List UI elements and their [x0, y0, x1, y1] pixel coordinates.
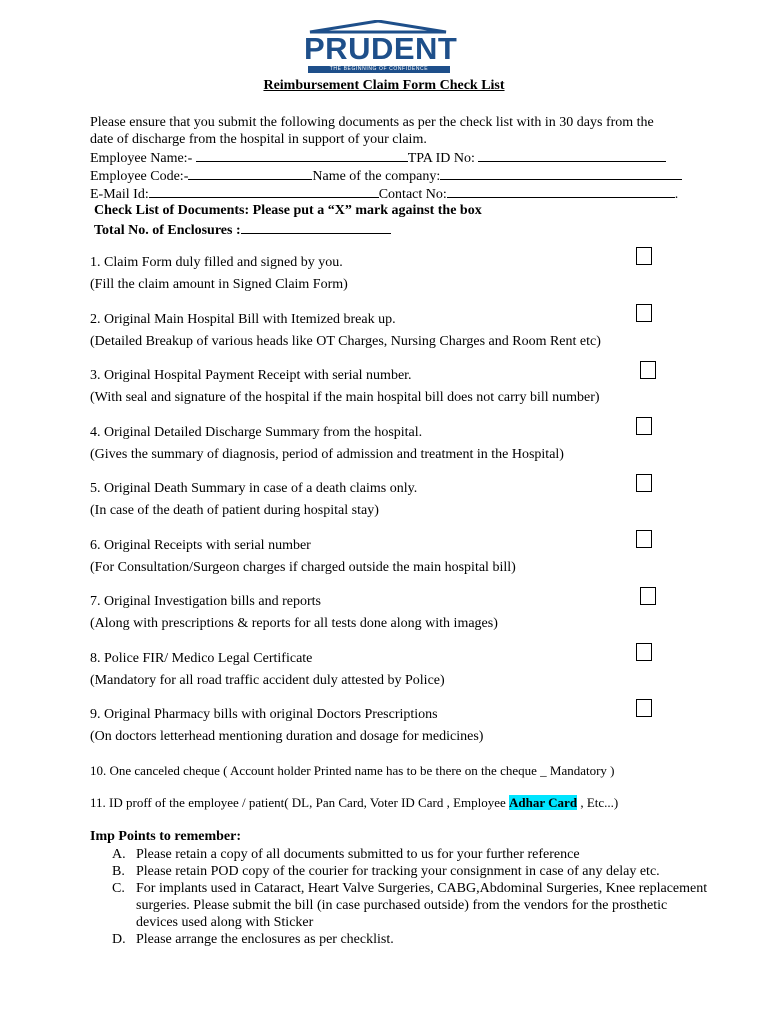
list-item	[112, 880, 712, 931]
imp-points-heading: Imp Points to remember:	[90, 829, 241, 844]
item-main-text: 4. Original Detailed Discharge Summary from the hospital.	[90, 425, 423, 440]
checkbox-item-9[interactable]	[636, 699, 652, 717]
item-sub-text: (In case of the death of patient during hospital stay)	[90, 503, 379, 518]
page-title: Reimbursement Claim Form Check List	[263, 78, 505, 93]
item-sub-text: (Gives the summary of diagnosis, period of admission and treatment in the Hospital)	[90, 447, 564, 462]
checkbox-item-2[interactable]	[636, 304, 652, 322]
item-main-text: 9. Original Pharmacy bills with original Doctors Prescriptions	[90, 707, 438, 722]
checkbox-item-3[interactable]	[640, 361, 656, 379]
point-text: For implants used in Cataract, Heart Valve Surgeries, CABG,Abdominal Surgeries, Knee replacement surgeries. Please submit the bill (in case purchased outside) from the vendors for the prosthetic devices used along with Sticker	[136, 881, 708, 930]
field-row-2	[90, 167, 682, 185]
employee-code-field[interactable]	[188, 167, 312, 180]
prudent-logo	[304, 20, 458, 72]
email-field[interactable]	[149, 185, 379, 198]
intro-line-1: Please ensure that you submit the following documents as per the check list with in 30 days from the	[90, 115, 654, 130]
checklist-heading: Check List of Documents: Please put a “X” mark against the box	[94, 203, 482, 218]
point-letter: C.	[112, 881, 125, 896]
field-row-3	[90, 185, 678, 203]
total-enclosures-field[interactable]	[241, 221, 391, 234]
checkbox-item-7[interactable]	[640, 587, 656, 605]
company-label: Name of the company:	[312, 169, 441, 184]
item-sub-text: (On doctors letterhead mentioning duration and dosage for medicines)	[90, 729, 484, 744]
item-main-text: 6. Original Receipts with serial number	[90, 538, 311, 553]
tpa-id-field[interactable]	[478, 149, 666, 162]
checklist-item-8	[90, 648, 445, 692]
point-text: Please retain POD copy of the courier for tracking your consignment in case of any delay etc.	[136, 864, 660, 879]
email-label: E-Mail Id:	[90, 187, 149, 202]
checklist-item-10: 10. One canceled cheque ( Account holder Printed name has to be there on the cheque _ Mandatory )	[90, 763, 615, 778]
company-field[interactable]	[440, 167, 682, 180]
item-main-text: 3. Original Hospital Payment Receipt with serial number.	[90, 368, 412, 383]
list-item	[112, 863, 712, 880]
checkbox-item-6[interactable]	[636, 530, 652, 548]
employee-code-label: Employee Code:-	[90, 169, 189, 184]
item11-text-before: 11. ID proff of the employee / patient( DL, Pan Card, Voter ID Card , Employee	[90, 795, 510, 810]
item-main-text: 8. Police FIR/ Medico Legal Certificate	[90, 651, 313, 666]
point-letter: D.	[112, 932, 126, 947]
checklist-item-6	[90, 535, 516, 579]
contact-end: .	[674, 187, 679, 202]
total-enclosures-label: Total No. of Enclosures :	[94, 223, 241, 238]
employee-name-label: Employee Name:-	[90, 151, 193, 166]
checklist-item-9	[90, 704, 483, 748]
total-enclosures-row	[94, 221, 391, 239]
point-text: Please arrange the enclosures as per checklist.	[136, 932, 394, 947]
checklist-item-7	[90, 591, 498, 635]
point-letter: A.	[112, 847, 126, 862]
checklist-item-1	[90, 252, 348, 296]
list-item	[112, 846, 712, 863]
checklist-item-4	[90, 422, 564, 466]
checklist-item-3	[90, 365, 600, 409]
checklist-item-2	[90, 309, 601, 353]
field-row-1	[90, 149, 666, 167]
checkbox-item-5[interactable]	[636, 474, 652, 492]
item-sub-text: (Fill the claim amount in Signed Claim Form)	[90, 277, 348, 292]
item-sub-text: (Along with prescriptions & reports for all tests done along with images)	[90, 616, 498, 631]
item-sub-text: (For Consultation/Surgeon charges if charged outside the main hospital bill)	[90, 560, 516, 575]
checklist-item-11	[90, 792, 618, 814]
checkbox-item-1[interactable]	[636, 247, 652, 265]
list-item	[112, 931, 712, 948]
item11-text-after: , Etc...)	[577, 795, 619, 810]
item-sub-text: (Detailed Breakup of various heads like OT Charges, Nursing Charges and Room Rent etc)	[90, 334, 601, 349]
checkbox-item-8[interactable]	[636, 643, 652, 661]
point-text: Please retain a copy of all documents submitted to us for your further reference	[136, 847, 580, 862]
intro-line-2: date of discharge from the hospital in support of your claim.	[90, 132, 427, 147]
item-main-text: 7. Original Investigation bills and reports	[90, 594, 321, 609]
point-letter: B.	[112, 864, 125, 879]
imp-points-list	[112, 846, 712, 948]
item-main-text: 1. Claim Form duly filled and signed by you.	[90, 255, 343, 270]
contact-field[interactable]	[447, 185, 675, 198]
item-sub-text: (Mandatory for all road traffic accident duly attested by Police)	[90, 673, 445, 688]
adhar-card-highlight: Adhar Card	[509, 795, 578, 810]
item-sub-text: (With seal and signature of the hospital if the main hospital bill does not carry bill number)	[90, 390, 600, 405]
item-main-text: 2. Original Main Hospital Bill with Itemized break up.	[90, 312, 396, 327]
logo-text: PRUDENT	[304, 31, 458, 66]
logo-tagline: THE BEGINNING OF CONFIDENCE	[308, 66, 450, 73]
employee-name-field[interactable]	[196, 149, 408, 162]
checkbox-item-4[interactable]	[636, 417, 652, 435]
contact-label: Contact No:	[378, 187, 447, 202]
item-main-text: 5. Original Death Summary in case of a death claims only.	[90, 481, 418, 496]
tpa-id-label: TPA ID No:	[407, 151, 475, 166]
checklist-item-5	[90, 478, 417, 522]
